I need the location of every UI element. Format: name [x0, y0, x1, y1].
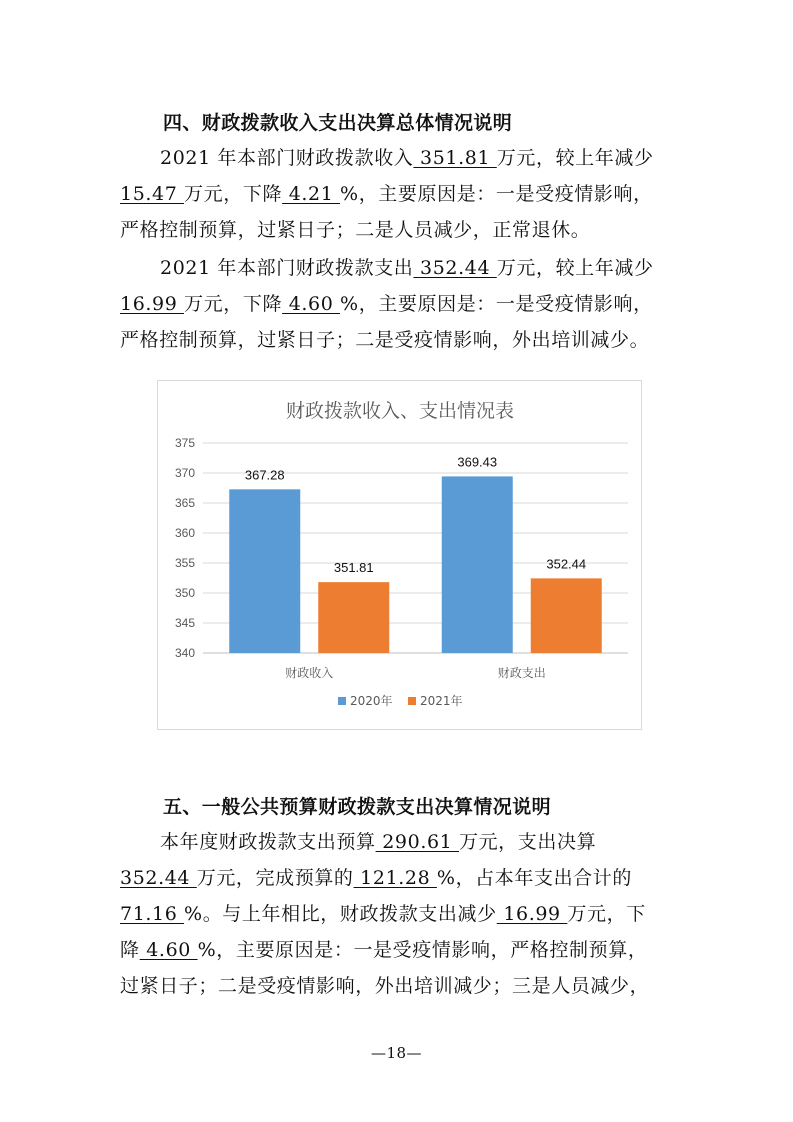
bar: [229, 489, 300, 653]
text-run: %，主要原因是：一是受疫情影响，严格控制预算，: [197, 939, 648, 961]
text-run: 本年度财政拨款支出预算: [160, 831, 376, 853]
income-decrease-value: 15.47: [120, 183, 185, 205]
bar: [318, 582, 389, 653]
share-percent: 71.16: [120, 903, 185, 925]
legend-label: 2020年: [350, 694, 393, 708]
text-run: 万元，下降: [184, 293, 283, 315]
text-run: 万元，下降: [184, 183, 283, 205]
budget-value: 290.61: [375, 831, 459, 853]
completion-percent: 121.28: [353, 867, 437, 889]
expense-decrease-value: 16.99: [120, 293, 185, 315]
bar: [531, 578, 602, 653]
bar: [442, 476, 513, 653]
section-4-heading: 四、财政拨款收入支出决算总体情况说明: [163, 112, 513, 134]
text-run: %，占本年支出合计的: [436, 867, 632, 889]
section-5-heading: 五、一般公共预算财政拨款支出决算情况说明: [163, 796, 552, 818]
para-3-line-5: 过紧日子；二是受疫情影响，外出培训减少；三是人员减少，: [120, 975, 650, 997]
text-run: 万元，下: [567, 903, 646, 925]
expense-decrease-percent: 4.60: [282, 293, 341, 315]
para-1-line-2: [120, 182, 653, 206]
chart-title: 财政拨款收入、支出情况表: [285, 400, 515, 422]
data-label: 367.28: [244, 467, 285, 483]
y-tick-label: 360: [174, 526, 195, 540]
y-tick-label: 350: [174, 586, 195, 600]
data-label: 351.81: [333, 560, 374, 576]
para-3-line-3: [120, 902, 646, 926]
text-run: 万元，较上年减少: [496, 147, 654, 169]
para-2-line-1: [160, 256, 654, 280]
data-label: 352.44: [546, 556, 587, 572]
para-2-line-2: [120, 292, 653, 316]
y-tick-label: 355: [174, 556, 195, 570]
legend-label: 2021年: [420, 694, 463, 708]
para-1-line-3: 严格控制预算，过紧日子；二是人员减少，正常退休。: [120, 219, 591, 241]
page-number: —18—: [370, 1044, 423, 1062]
text-run: %。与上年相比，财政拨款支出减少: [184, 903, 497, 925]
data-label: 369.43: [457, 454, 498, 470]
yoy-decrease-value: 16.99: [496, 903, 568, 925]
bar-chart: [157, 380, 642, 730]
income-2021-value: 351.81: [413, 147, 497, 169]
final-expense-value: 352.44: [120, 867, 197, 889]
y-tick-label: 370: [174, 466, 195, 480]
chart-canvas: [158, 381, 643, 731]
y-tick-label: 365: [174, 496, 195, 510]
para-3-line-2: [120, 866, 632, 890]
text-run: 降: [120, 939, 140, 961]
income-decrease-percent: 4.21: [282, 183, 341, 205]
x-category-label: 财政收入: [285, 666, 334, 680]
para-3-line-1: [160, 830, 596, 854]
text-run: 万元，完成预算的: [196, 867, 354, 889]
legend-swatch: [338, 697, 346, 705]
y-tick-label: 340: [174, 646, 195, 660]
text-run: 2021 年本部门财政拨款收入: [160, 147, 414, 169]
text-run: %，主要原因是：一是受疫情影响，: [340, 293, 653, 315]
y-tick-label: 375: [174, 436, 195, 450]
para-3-line-4: [120, 938, 647, 962]
yoy-decrease-percent: 4.60: [139, 939, 198, 961]
text-run: %，主要原因是：一是受疫情影响，: [340, 183, 653, 205]
x-category-label: 财政支出: [497, 666, 546, 680]
para-2-line-3: 严格控制预算，过紧日子；二是受疫情影响，外出培训减少。: [120, 329, 650, 351]
text-run: 2021 年本部门财政拨款支出: [160, 257, 414, 279]
text-run: 万元，支出决算: [458, 831, 597, 853]
text-run: 万元，较上年减少: [496, 257, 654, 279]
legend-swatch: [408, 697, 416, 705]
y-tick-label: 345: [174, 616, 195, 630]
expense-2021-value: 352.44: [413, 257, 497, 279]
para-1-line-1: [160, 146, 654, 170]
